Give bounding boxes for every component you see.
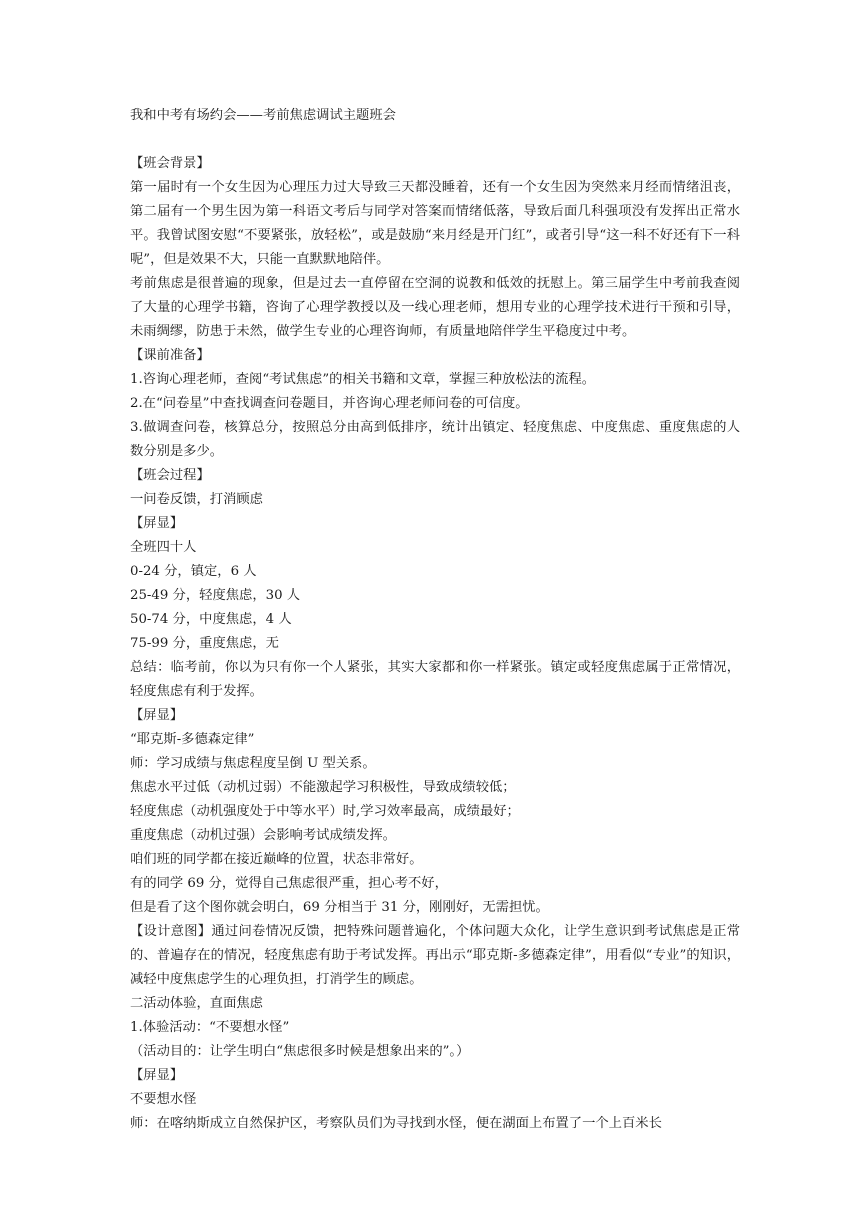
monster-title: 不要想水怪: [130, 1092, 197, 1107]
law-low: 焦虑水平过低（动机过弱）不能激起学习积极性，导致成绩较低；: [130, 780, 516, 795]
preparation-item-2: 2.在“问卷星”中查找调查问卷题目，并咨询心理老师问卷的可信度。: [130, 396, 529, 411]
law-name: “耶克斯-多德森定律”: [130, 732, 255, 747]
paragraph-background-2: 考前焦虑是很普遍的现象，但是过去一直停留在空洞的说教和低效的抚慰上。第三届学生中考前我查阅了大量的心理学书籍，咨询了心理学教授以及一线心理老师，想用专业的心理学技术进行干预和引导，未雨绸缪，防患于未然，做学生专业的心理咨询师，有质量地陪伴学生平稳度过中考。: [130, 276, 740, 339]
section-heading-preparation: 【课前准备】: [130, 348, 210, 363]
screen-display-label: 【屏显】: [130, 1068, 184, 1083]
monster-paragraph: 师：在喀纳斯成立自然保护区，考察队员们为寻找到水怪，便在湖面上布置了一个上百米长: [130, 1116, 662, 1131]
document-page: [130, 104, 740, 1136]
law-mid: 轻度焦虑（动机强度处于中等水平）时,学习效率最高，成绩最好；: [130, 804, 520, 819]
class-total: 全班四十人: [130, 540, 197, 555]
score-line: 50-74 分，中度焦虑，4 人: [130, 612, 292, 627]
screen-display-label: 【屏显】: [130, 708, 184, 723]
activity-goal: （活动目的：让学生明白“焦虑很多时候是想象出来的”。）: [130, 1044, 470, 1059]
document-title: 我和中考有场约会——考前焦虑调试主题班会: [130, 108, 396, 123]
section-heading-background: 【班会背景】: [130, 156, 210, 171]
section-heading-process: 【班会过程】: [130, 468, 210, 483]
preparation-item-1: 1.咨询心理老师，查阅“考试焦虑”的相关书籍和文章，掌握三种放松法的流程。: [130, 372, 596, 387]
activity-1: 1.体验活动：“不要想水怪”: [130, 1020, 290, 1035]
law-intro: 师：学习成绩与焦虑程度呈倒 U 型关系。: [130, 756, 376, 771]
design-intent-paragraph: 【设计意图】通过问卷情况反馈，把特殊问题普遍化，个体问题大众化，让学生意识到考试焦虑是正常的、普遍存在的情况，轻度焦虑有助于考试发挥。再出示“耶克斯-多德森定律”，用看似“专业”的知识，减轻中度焦虑学生的心理负担，打消学生的顾虑。: [130, 924, 740, 987]
screen-display-label: 【屏显】: [130, 516, 184, 531]
score-line: 75-99 分，重度焦虑，无: [130, 636, 279, 651]
near-peak-line: 咱们班的同学都在接近巅峰的位置，状态非常好。: [130, 852, 423, 867]
but-69-line: 但是看了这个图你就会明白，69 分相当于 31 分，刚刚好，无需担忧。: [130, 900, 549, 915]
part-two-heading: 二活动体验，直面焦虑: [130, 996, 263, 1011]
paragraph-background-1: 第一届时有一个女生因为心理压力过大导致三天都没睡着，还有一个女生因为突然来月经而情绪沮丧，第二届有一个男生因为第一科语文考后与同学对答案而情绪低落，导致后面几科强项没有发挥出正常水平。我曾试图安慰“不要紧张，放轻松”，或是鼓励“来月经是开门红”，或者引导“这一科不好还有下一科呢”，但是效果不大，只能一直默默地陪伴。: [130, 180, 740, 267]
summary-paragraph: 总结：临考前，你以为只有你一个人紧张，其实大家都和你一样紧张。镇定或轻度焦虑属于正常情况，轻度焦虑有利于发挥。: [130, 660, 740, 699]
score-line: 25-49 分，轻度焦虑，30 人: [130, 588, 301, 603]
law-high: 重度焦虑（动机过强）会影响考试成绩发挥。: [130, 828, 396, 843]
part-one-heading: 一问卷反馈，打消顾虑: [130, 492, 263, 507]
student-69-line: 有的同学 69 分，觉得自己焦虑很严重，担心考不好，: [130, 876, 448, 891]
score-line: 0-24 分，镇定，6 人: [130, 564, 257, 579]
preparation-item-3: 3.做调查问卷，核算总分，按照总分由高到低排序，统计出镇定、轻度焦虑、中度焦虑、重度焦虑的人数分别是多少。: [130, 420, 740, 459]
